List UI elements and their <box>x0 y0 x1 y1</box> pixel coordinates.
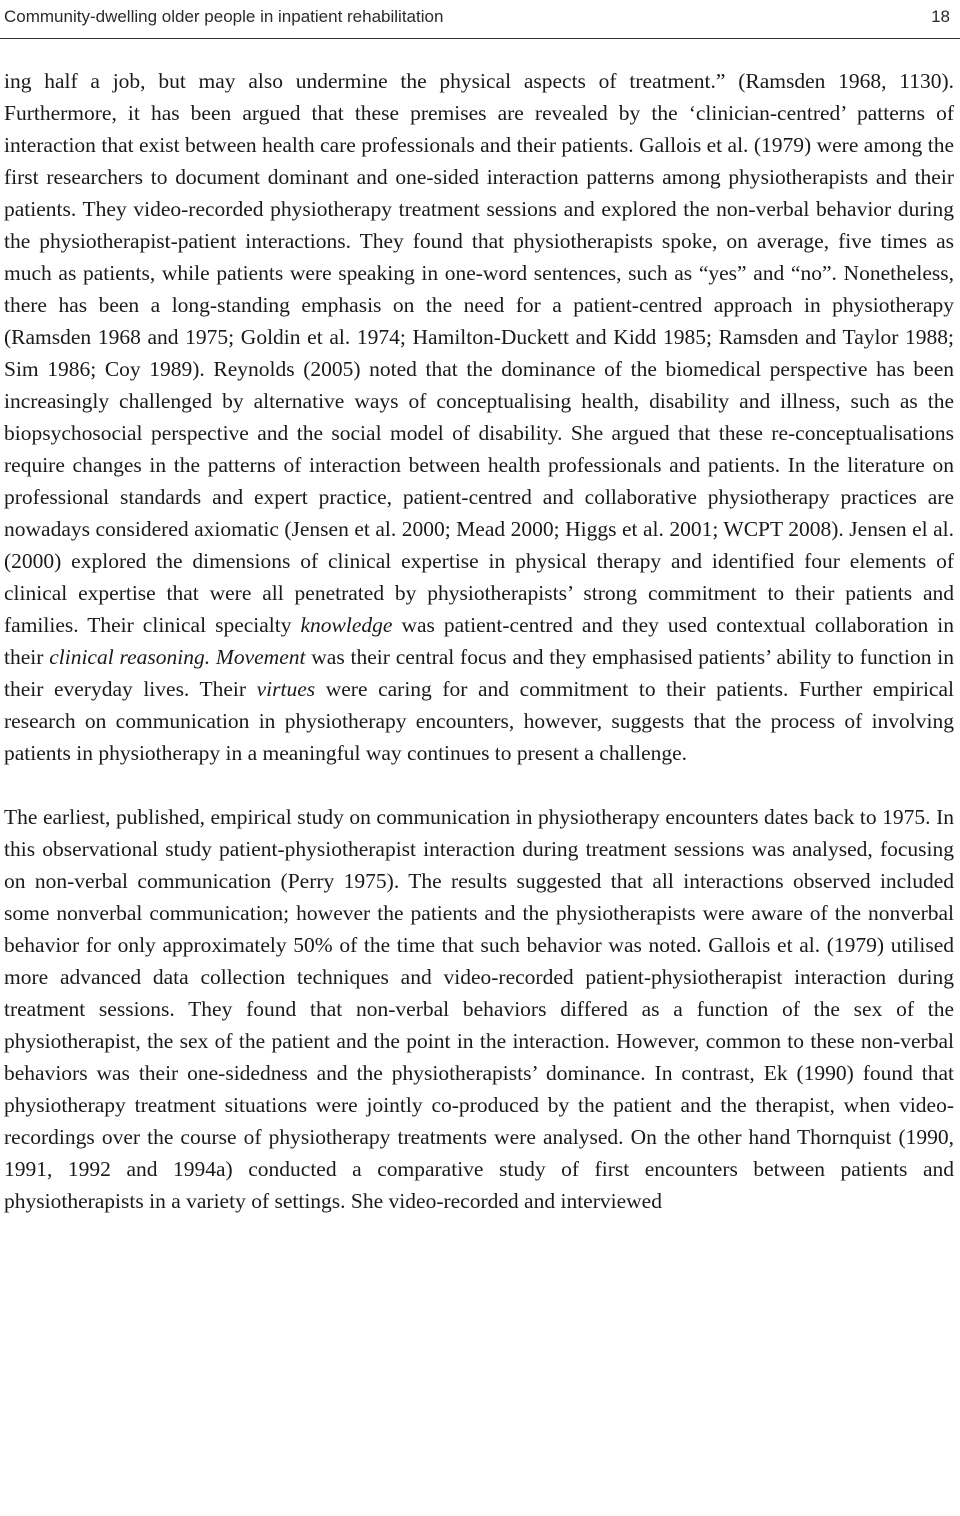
emphasis-movement: Movement <box>215 645 306 669</box>
page-header <box>4 0 950 34</box>
emphasis-clinical-reasoning: clinical reasoning. <box>49 645 211 669</box>
paragraph-1-text-d: was their central focus and they emphasised patients’ ability to function in their everyday lives. Their <box>4 645 954 701</box>
emphasis-knowledge: knowledge <box>300 613 393 637</box>
body-text <box>4 65 954 1217</box>
paragraph-1-text-b: was patient-centred and they used contextual collaboration in their <box>4 613 954 669</box>
running-title: Community-dwelling older people in inpatient rehabilitation <box>4 7 444 26</box>
emphasis-virtues: virtues <box>256 677 316 701</box>
paragraph-1-text-e: were caring for and commitment to their patients. Further empirical research on communication in physiotherapy encounters, however, suggests that the process of involving patients in physiotherapy in a meaningful way continues to present a challenge. <box>4 677 954 765</box>
paragraph-1-text-a: ing half a job, but may also undermine the physical aspects of treatment.” (Ramsden 1968, 1130). Furthermore, it has been argued that these premises are revealed by the ‘clinician-centred’ patterns of interaction that exist between health care professionals and their patients. Gallois et al. (1979) were among the first researchers to document dominant and one-sided interaction patterns among physiotherapists and their patients. They video-recorded physiotherapy treatment sessions and explored the non-verbal behavior during the physiotherapist-patient interactions. They found that physiotherapists spoke, on average, five times as much as patients, while patients were speaking in one-word sentences, such as “yes” and “no”. Nonetheless, there has been a long-standing emphasis on the need for a patient-centred approach in physiotherapy (Ramsden 1968 and 1975; Goldin et al. 1974; Hamilton-Duckett and Kidd 1985; Ramsden and Taylor 1988; Sim 1986; Coy 1989). Reynolds (2005) noted that the dominance of the biomedical perspective has been increasingly challenged by alternative ways of conceptualising health, disability and illness, such as the biopsychosocial perspective and the social model of disability. She argued that these re-conceptualisations require changes in the patterns of interaction between health professionals and patients. In the literature on professional standards and expert practice, patient-centred and collaborative physiotherapy practices are nowadays considered axiomatic (Jensen et al. 2000; Mead 2000; Higgs et al. 2001; WCPT 2008). Jensen el al. (2000) explored the dimensions of clinical expertise in physical therapy and identified four elements of clinical expertise that were all penetrated by physiotherapists’ strong commitment to their patients and families. Their clinical specialty <box>4 69 954 637</box>
header-divider <box>0 38 960 39</box>
paragraph-1 <box>4 65 954 769</box>
paragraph-2: The earliest, published, empirical study on communication in physiotherapy encounters dates back to 1975. In this observational study patient-physiotherapist interaction during treatment sessions was analysed, focusing on non-verbal communication (Perry 1975). The results suggested that all interactions observed included some nonverbal communication; however the patients and the physiotherapists were aware of the nonverbal behavior for only approximately 50% of the time that such behavior was noted. Gallois et al. (1979) utilised more advanced data collection techniques and video-recorded patient-physiotherapist interaction during treatment sessions. They found that non-verbal behaviors differed as a function of the sex of the physiotherapist, the sex of the patient and the point in the interaction. However, common to these non-verbal behaviors was their one-sidedness and the physiotherapists’ dominance. In contrast, Ek (1990) found that physiotherapy treatment situations were jointly co-produced by the patient and the therapist, when video-recordings over the course of physiotherapy treatments were analysed. On the other hand Thornquist (1990, 1991, 1992 and 1994a) conducted a comparative study of first encounters between patients and physiotherapists in a variety of settings. She video-recorded and interviewed <box>4 805 954 1213</box>
page-number: 18 <box>931 7 950 26</box>
